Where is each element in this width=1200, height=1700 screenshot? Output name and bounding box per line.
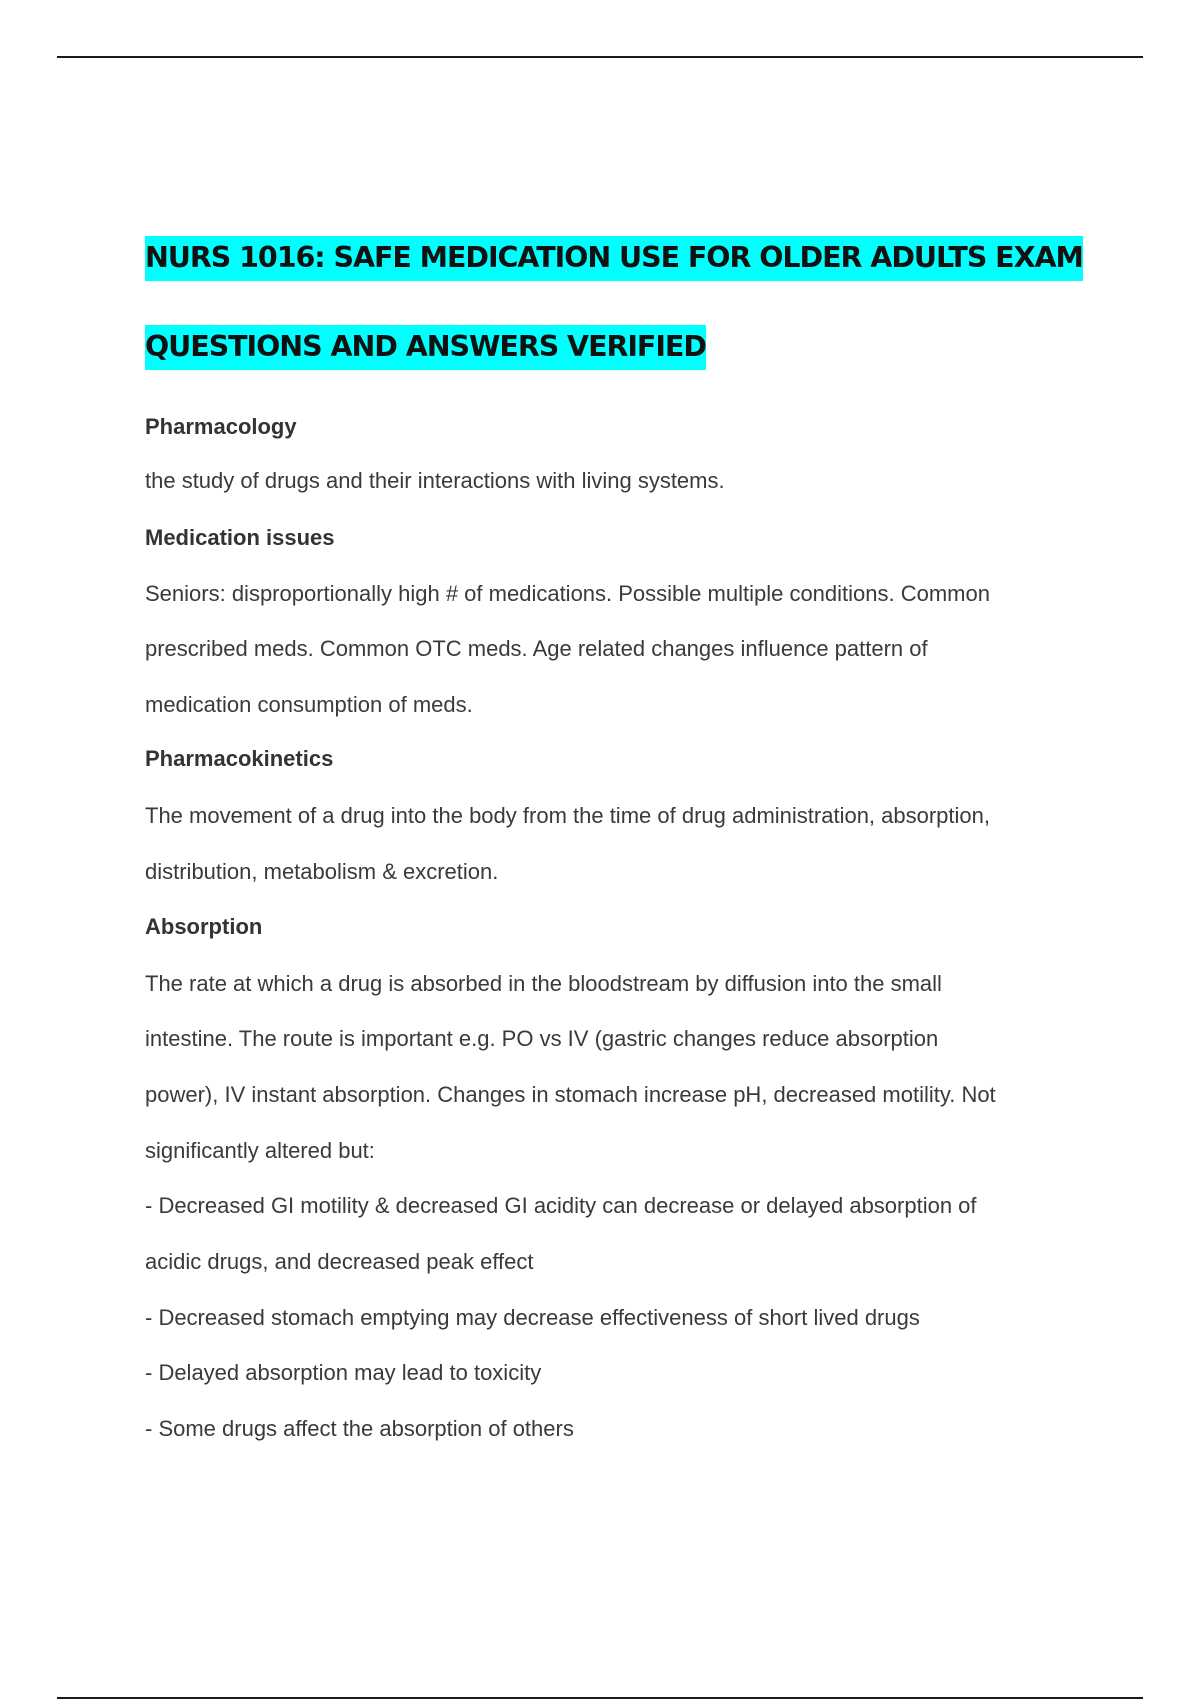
term-absorption: Absorption bbox=[145, 914, 263, 939]
footer-rule bbox=[57, 1697, 1143, 1699]
definition-line: acidic drugs, and decreased peak effect bbox=[145, 1249, 534, 1274]
header-rule bbox=[57, 56, 1143, 58]
definition-line: - Some drugs affect the absorption of others bbox=[145, 1416, 574, 1441]
document-title-line-2 bbox=[145, 325, 706, 370]
definition-line: - Decreased GI motility & decreased GI acidity can decrease or delayed absorption of bbox=[145, 1193, 977, 1218]
term-pharmacokinetics: Pharmacokinetics bbox=[145, 746, 334, 771]
term-medication-issues: Medication issues bbox=[145, 525, 335, 550]
title-highlight: NURS 1016: SAFE MEDICATION USE FOR OLDER ADULTS EXAM bbox=[145, 236, 1083, 281]
definition-line: medication consumption of meds. bbox=[145, 692, 473, 717]
definition-line: prescribed meds. Common OTC meds. Age related changes influence pattern of bbox=[145, 636, 928, 661]
definition-line: The movement of a drug into the body from the time of drug administration, absorption, bbox=[145, 803, 991, 828]
document-title-line-1 bbox=[145, 236, 1083, 281]
definition-line: - Decreased stomach emptying may decrease effectiveness of short lived drugs bbox=[145, 1305, 920, 1330]
definition-line: power), IV instant absorption. Changes in stomach increase pH, decreased motility. Not bbox=[145, 1082, 996, 1107]
definition-line: significantly altered but: bbox=[145, 1138, 375, 1163]
definition-line: distribution, metabolism & excretion. bbox=[145, 859, 499, 884]
title-highlight: QUESTIONS AND ANSWERS VERIFIED bbox=[145, 325, 706, 370]
definition-line: The rate at which a drug is absorbed in the bloodstream by diffusion into the small bbox=[145, 971, 942, 996]
definition-line: - Delayed absorption may lead to toxicity bbox=[145, 1360, 542, 1385]
term-pharmacology: Pharmacology bbox=[145, 414, 297, 439]
definition-line: intestine. The route is important e.g. PO vs IV (gastric changes reduce absorption bbox=[145, 1026, 939, 1051]
definition-line: the study of drugs and their interactions with living systems. bbox=[145, 468, 725, 493]
definition-line: Seniors: disproportionally high # of medications. Possible multiple conditions. Common bbox=[145, 581, 990, 606]
